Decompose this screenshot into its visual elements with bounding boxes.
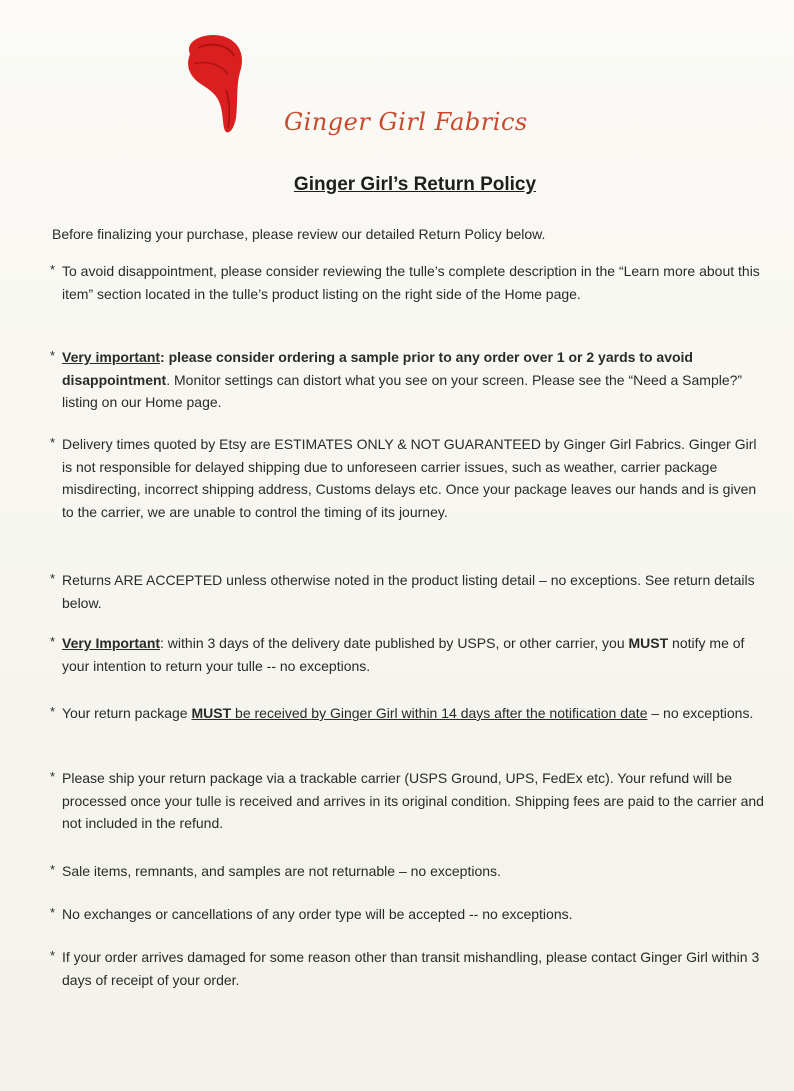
policy-item-text [50,346,770,414]
bullet-marker: * [50,348,56,363]
emphasis-label: Very Important [62,635,161,651]
policy-item-text: Sale items, remnants, and samples are not returnable – no exceptions. [62,863,501,879]
policy-item-notify [50,632,770,677]
body-text: : within 3 days of the delivery date published by USPS, or other carrier, you [160,635,629,651]
page-title: Ginger Girl’s Return Policy [293,174,537,195]
body-text: . Monitor settings can distort what you see on your screen. Please see the “Need a Sample?” listing on our Home page. [62,371,743,410]
policy-item-delivery [50,433,770,523]
policy-item-text: If your order arrives damaged for some reason other than transit mishandling, please contact Ginger Girl within 3 days of receipt of your order. [62,949,760,988]
policy-item-text: To avoid disappointment, please consider reviewing the tulle’s complete description in the “Learn more about this item” section located in the tulle’s product listing on the right side of the Home page. [62,263,760,302]
bullet-marker: * [50,634,56,649]
policy-item-shipping [50,767,770,835]
emphasis-text: MUST [191,705,232,721]
bullet-marker: * [50,905,56,920]
policy-item-text: Returns ARE ACCEPTED unless otherwise noted in the product listing detail – no exceptions. See return details below. [62,572,755,611]
ginger-girl-logo-icon [176,30,256,140]
bullet-marker: * [50,948,56,963]
underlined-text: be received by Ginger Girl within 14 days after the notification date [231,705,648,721]
body-text: – no exceptions. [647,705,754,721]
intro-text: Before finalizing your purchase, please review our detailed Return Policy below. [52,226,546,242]
bullet-marker: * [50,262,56,277]
bullet-marker: * [50,769,56,784]
emphasis-text: MUST [628,635,669,651]
body-text: notify me of your intention to return your tulle -- no exceptions. [62,635,745,674]
policy-item-text: No exchanges or cancellations of any order type will be accepted -- no exceptions. [62,906,573,922]
bullet-marker: * [50,704,56,719]
brand-name: Ginger Girl Fabrics [284,108,528,136]
policy-item-description [50,260,770,305]
policy-item-text [50,702,770,725]
policy-item-sample [50,346,770,414]
policy-item-damaged [50,946,770,991]
body-text: Your return package [62,705,192,721]
policy-item-non-returnable [50,860,770,883]
policy-item-no-exchanges [50,903,770,926]
bullet-marker: * [50,435,56,450]
policy-item-text: Please ship your return package via a trackable carrier (USPS Ground, UPS, FedEx etc). Your refund will be processed once your tulle is received and arrives in its original condition. Shipping fees are paid to the carrier and not included in the refund. [62,770,764,831]
policy-item-text: Delivery times quoted by Etsy are ESTIMATES ONLY & NOT GUARANTEED by Ginger Girl Fabrics. Ginger Girl is not responsible for delayed shipping due to unforeseen carrier issues, such as weather, carrier package misdirecting, incorrect shipping address, Customs delays etc. Once your package leaves our hands and is given to the carrier, we are unable to control the timing of its journey. [62,436,757,520]
policy-item-receipt-window [50,702,770,725]
emphasis-text: : please consider ordering a sample prior to any order over 1 or 2 yards to avoid disappointment [62,349,693,388]
policy-item-returns-accepted [50,569,770,614]
emphasis-label: Very important [62,349,161,365]
policy-item-text [50,632,770,677]
bullet-marker: * [50,862,56,877]
bullet-marker: * [50,571,56,586]
